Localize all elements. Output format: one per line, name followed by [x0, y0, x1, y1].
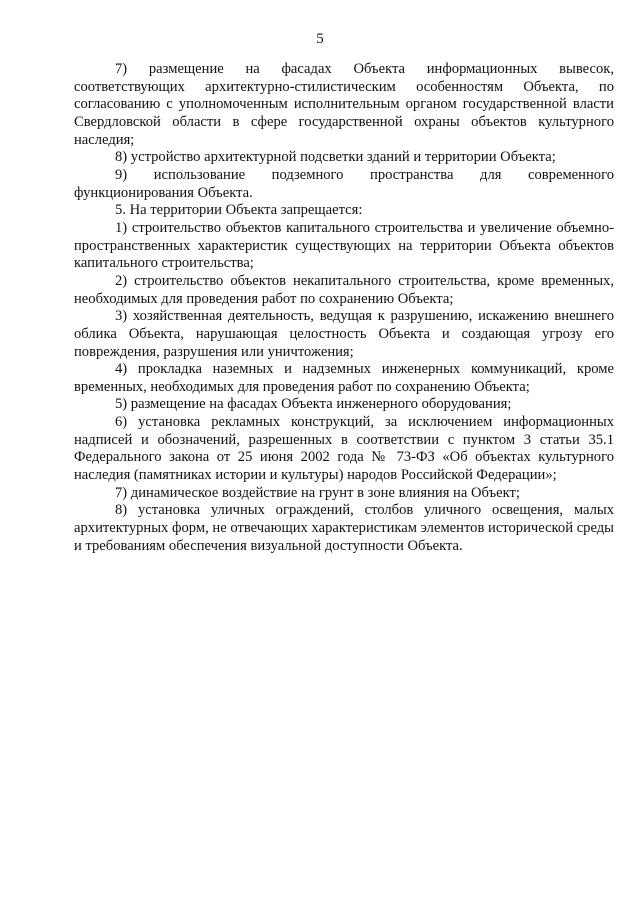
- prohibition-item-2: 2) строительство объектов некапитального строительства, кроме временных, необходимых для проведения работ по сохранению Объекта;: [74, 272, 614, 307]
- prohibition-item-8: 8) установка уличных ограждений, столбов уличного освещения, малых архитектурных форм, не отвечающих характеристикам элементов исторической среды и требованиям обеспечения визуальной доступности Объекта.: [74, 502, 614, 554]
- paragraph-item-8-lighting: 8) устройство архитектурной подсветки зданий и территории Объекта;: [115, 149, 556, 166]
- prohibition-item-5: 5) размещение на фасадах Объекта инженерного оборудования;: [115, 396, 512, 413]
- section-5-heading: 5. На территории Объекта запрещается:: [115, 202, 363, 219]
- prohibition-item-7: 7) динамическое воздействие на грунт в зоне влияния на Объект;: [115, 484, 520, 501]
- prohibition-item-3: 3) хозяйственная деятельность, ведущая к разрушению, искажению внешнего облика Объекта, нарушающая целостность Объекта и создающая угрозу его повреждения, разрушения или уничтожения;: [74, 308, 614, 360]
- paragraph-item-7-signage: 7) размещение на фасадах Объекта информационных вывесок, соответствующих архитектурно-стилистическим особенностям Объекта, по согласованию с уполномоченным исполнительным органом государственной власти Свердловской области в сфере государственной охраны объектов культурного наследия;: [74, 61, 614, 148]
- paragraph-item-9-underground: 9) использование подземного пространства для современного функционирования Объекта.: [74, 166, 614, 201]
- document-body: [74, 61, 614, 555]
- page-number: 5: [316, 31, 324, 47]
- prohibition-item-6: 6) установка рекламных конструкций, за исключением информационных надписей и обозначений, разрешенных в соответствии с пунктом 3 статьи 35.1 Федерального закона от 25 июня 2002 года № 73-ФЗ «Об объектах культурного наследия (памятниках истории и культуры) народов Российской Федерации»;: [74, 414, 614, 484]
- prohibition-item-4: 4) прокладка наземных и надземных инженерных коммуникаций, кроме временных, необходимых для проведения работ по сохранению Объекта;: [74, 361, 614, 395]
- prohibition-item-1: 1) строительство объектов капитального строительства и увеличение объемно-пространственных характеристик существующих на территории Объекта объектов капитального строительства;: [74, 219, 614, 272]
